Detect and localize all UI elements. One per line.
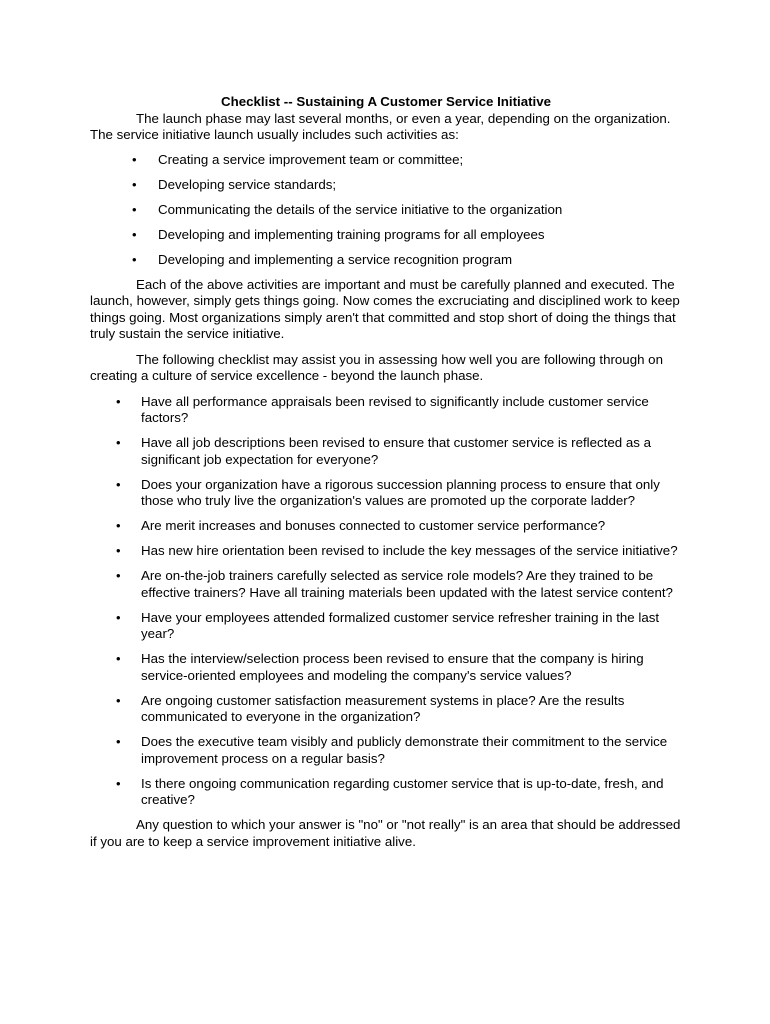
document-page — [90, 94, 682, 850]
checklist-item — [90, 776, 682, 809]
bullet-icon: • — [116, 734, 121, 749]
bullet-icon: • — [132, 226, 137, 242]
bullet-icon: • — [116, 518, 121, 533]
checklist-item-text: Does the executive team visibly and publicly demonstrate their commitment to the service improvement process on a regular basis? — [141, 734, 668, 766]
checklist-item — [90, 734, 682, 767]
checklist-item — [90, 568, 682, 601]
checklist-item — [90, 610, 682, 643]
intro-paragraph: The launch phase may last several months, or even a year, depending on the organization. The service initiative launch usually includes such activities as: — [90, 110, 671, 142]
checklist-item — [90, 693, 682, 726]
launch-activity-item — [90, 227, 682, 244]
bullet-icon: • — [116, 476, 121, 492]
bullet-icon: • — [132, 251, 137, 267]
launch-activity-item-text: Developing service standards; — [158, 176, 337, 192]
checklist-item-text: Has new hire orientation been revised to include the key messages of the service initiative? — [141, 543, 678, 558]
checklist-item — [90, 543, 682, 560]
checklist-item-text: Does your organization have a rigorous succession planning process to ensure that only those who truly live the organization's values are promoted up the corporate ladder? — [141, 476, 660, 508]
checklist-questions — [90, 394, 682, 809]
launch-activity-item-text: Developing and implementing training programs for all employees — [158, 226, 545, 242]
checklist-item-text: Are ongoing customer satisfaction measurement systems in place? Are the results communicated to everyone in the organization? — [141, 692, 625, 724]
checklist-item-text: Is there ongoing communication regarding customer service that is up-to-date, fresh, and creative? — [141, 775, 664, 807]
paragraph-checklist-intro: The following checklist may assist you in assessing how well you are following through on creating a culture of service excellence - beyond the launch phase. — [90, 351, 663, 383]
bullet-icon: • — [116, 775, 121, 791]
bullet-icon: • — [116, 609, 121, 625]
launch-activity-item-text: Developing and implementing a service recognition program — [158, 251, 513, 267]
bullet-icon: • — [132, 201, 137, 217]
launch-activity-item — [90, 252, 682, 269]
bullet-icon: • — [116, 651, 121, 666]
bullet-icon: • — [116, 568, 121, 583]
checklist-item-text: Are on-the-job trainers carefully selected as service role models? Are they trained to be effective trainers? Have all training materials been updated with the latest service content? — [141, 568, 673, 600]
launch-activities-list — [90, 152, 682, 269]
checklist-item-text: Have all job descriptions been revised to ensure that customer service is reflected as a significant job expectation for everyone? — [141, 435, 651, 467]
checklist-item-text: Are merit increases and bonuses connected to customer service performance? — [141, 518, 606, 533]
launch-activity-item-text: Communicating the details of the service initiative to the organization — [158, 201, 563, 217]
checklist-item — [90, 477, 682, 510]
closing-paragraph: Any question to which your answer is "no" or "not really" is an area that should be addressed if you are to keep a service improvement initiative alive. — [90, 817, 681, 849]
bullet-icon: • — [116, 543, 121, 558]
launch-activity-item — [90, 152, 682, 169]
bullet-icon: • — [132, 176, 137, 192]
bullet-icon: • — [132, 151, 137, 167]
launch-activity-item-text: Creating a service improvement team or committee; — [158, 151, 464, 167]
launch-activity-item — [90, 177, 682, 194]
checklist-item — [90, 435, 682, 468]
checklist-item-text: Has the interview/selection process been revised to ensure that the company is hiring service-oriented employees and modeling the company's service values? — [141, 651, 644, 683]
bullet-icon: • — [116, 435, 121, 450]
bullet-icon: • — [116, 692, 121, 708]
checklist-item-text: Have all performance appraisals been revised to significantly include customer service factors? — [141, 393, 649, 425]
checklist-item — [90, 651, 682, 684]
checklist-item — [90, 394, 682, 427]
document-title: Checklist -- Sustaining A Customer Service Initiative — [220, 94, 552, 109]
paragraph-activities-importance: Each of the above activities are important and must be carefully planned and executed. The launch, however, simply gets things going. Now comes the excruciating and disciplined work to keep things going. Most organizations simply aren't that committed and stop short of doing the things that truly sustain the service initiative. — [90, 276, 680, 341]
checklist-item — [90, 518, 682, 535]
checklist-item-text: Have your employees attended formalized customer service refresher training in the last year? — [141, 609, 660, 641]
launch-activity-item — [90, 202, 682, 219]
bullet-icon: • — [116, 393, 121, 409]
